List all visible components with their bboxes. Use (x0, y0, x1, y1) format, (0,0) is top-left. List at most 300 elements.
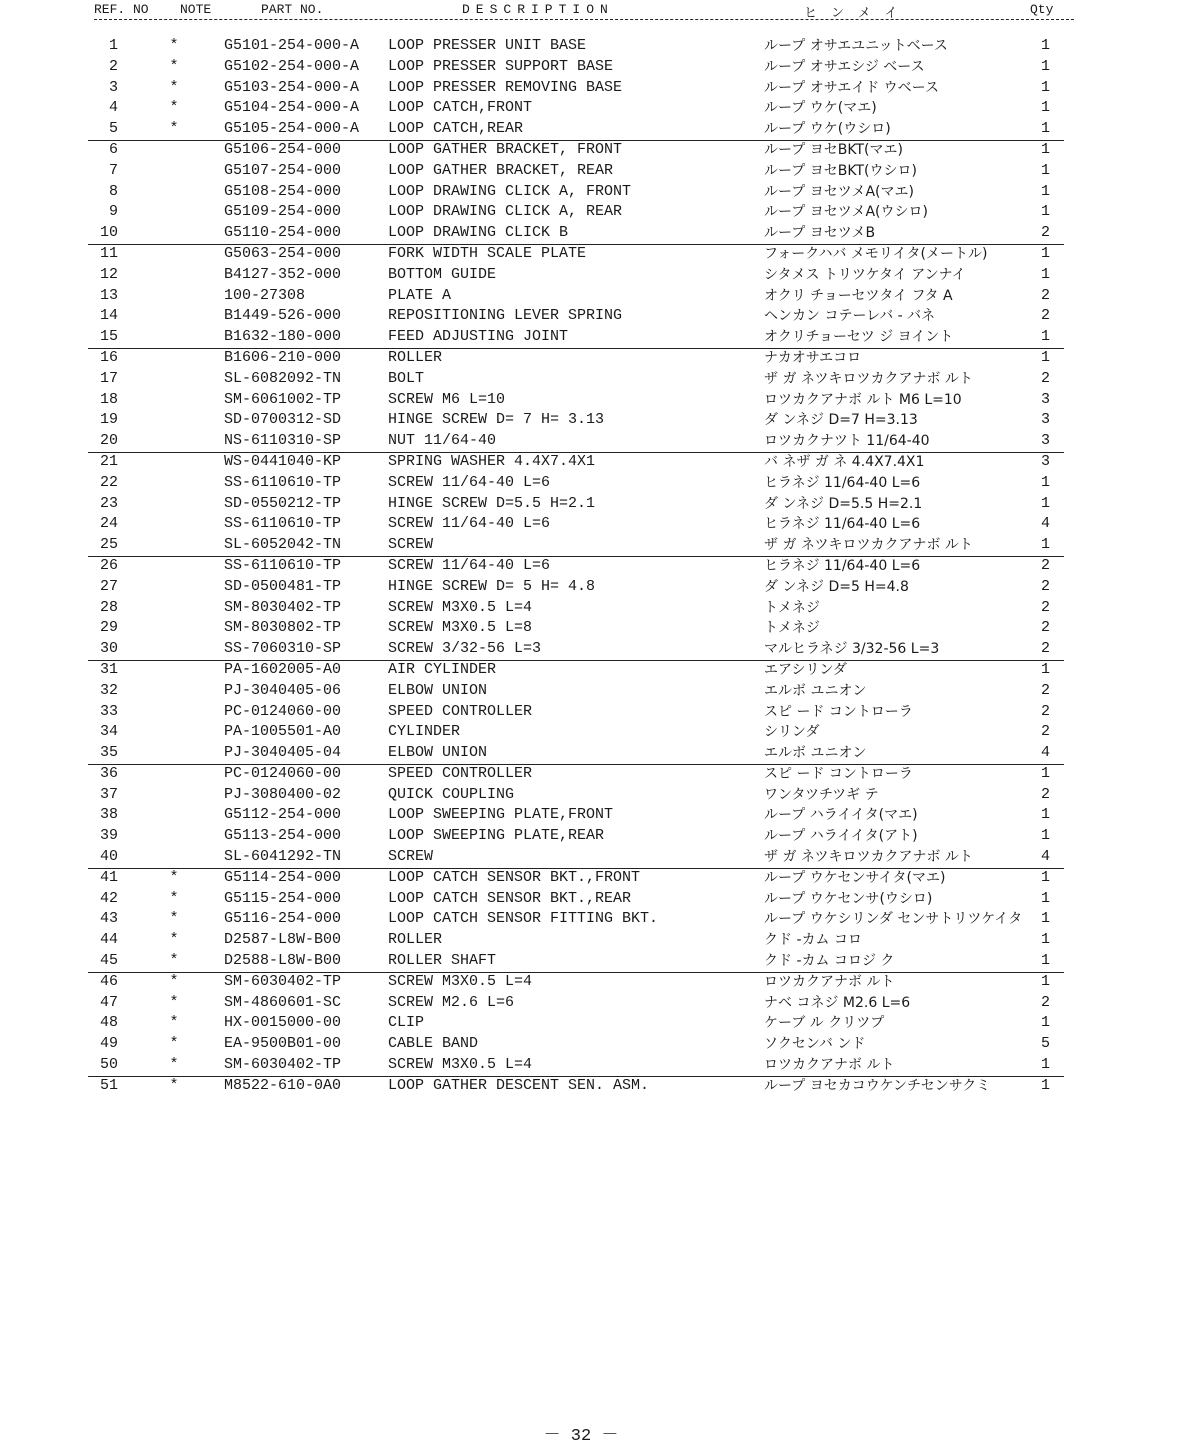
ref-no-cell: 27 (99, 577, 118, 595)
table-row (0, 743, 1178, 764)
qty-cell: 4 (1040, 515, 1050, 533)
description-cell: CABLE BAND (388, 1035, 479, 1053)
page-footer (0, 1420, 1178, 1446)
table-row (0, 556, 1178, 577)
hinmei-cell: ヘンカン コテーレバ - バネ (764, 308, 936, 325)
hinmei-cell: ヒラネジ 11/64-40 L=6 (764, 516, 921, 533)
table-row (0, 681, 1178, 702)
part-no-cell: G5106-254-000 (224, 140, 342, 158)
hinmei-cell: ループ ウケ(ウシロ) (764, 121, 891, 138)
part-no-cell: G5113-254-000 (224, 827, 342, 845)
ref-no-cell: 35 (99, 744, 118, 762)
part-no-cell: SM-4860601-SC (224, 993, 342, 1011)
description-cell: SCREW M3X0.5 L=8 (388, 619, 533, 637)
description-cell: QUICK COUPLING (388, 785, 515, 803)
hinmei-cell: エルボ ユニオン (764, 745, 867, 762)
hinmei-cell: ヒラネジ 11/64-40 L=6 (764, 557, 921, 574)
table-header (94, 0, 1074, 20)
ref-no-cell: 15 (99, 328, 118, 346)
hinmei-cell: エルボ ユニオン (764, 682, 867, 699)
ref-no-cell: 29 (99, 619, 118, 637)
qty-cell: 4 (1040, 744, 1050, 762)
hinmei-cell: トメネジ (764, 620, 820, 637)
description-cell: LOOP DRAWING CLICK B (388, 224, 569, 242)
description-cell: SPEED CONTROLLER (388, 702, 533, 720)
hinmei-cell: スピ ード コントローラ (764, 765, 913, 782)
qty-cell: 1 (1040, 78, 1050, 96)
table-row (0, 286, 1178, 307)
note-cell: * (169, 1056, 179, 1074)
qty-cell: 2 (1040, 702, 1050, 720)
part-no-cell: SM-6061002-TP (224, 390, 342, 408)
qty-cell: 1 (1040, 806, 1050, 824)
qty-cell: 2 (1040, 307, 1050, 325)
part-no-cell: B4127-352-000 (224, 265, 342, 283)
ref-no-cell: 24 (99, 515, 118, 533)
ref-no-cell: 43 (99, 910, 118, 928)
part-no-cell: SS-6110610-TP (224, 515, 342, 533)
table-row (0, 1076, 1178, 1097)
header-qty: Qty (1030, 2, 1054, 17)
table-row (0, 1013, 1178, 1034)
part-no-cell: 100-27308 (224, 286, 306, 304)
note-cell: * (169, 99, 179, 117)
hinmei-cell: ループ オサエユニットベース (764, 38, 948, 54)
ref-no-cell: 40 (99, 848, 118, 866)
hinmei-cell: ケーブ ル クリツプ (764, 1015, 885, 1032)
table-row (0, 1034, 1178, 1055)
note-cell: * (169, 1014, 179, 1032)
qty-cell: 1 (1040, 931, 1050, 949)
description-cell: ELBOW UNION (388, 681, 488, 699)
ref-no-cell: 20 (99, 432, 118, 450)
table-row (0, 494, 1178, 515)
ref-no-cell: 23 (99, 494, 118, 512)
qty-cell: 1 (1040, 494, 1050, 512)
description-cell: SCREW M3X0.5 L=4 (388, 598, 533, 616)
part-no-cell: EA-9500B01-00 (224, 1035, 342, 1053)
qty-cell: 1 (1040, 1056, 1050, 1074)
ref-no-cell: 31 (99, 660, 118, 678)
ref-no-cell: 44 (99, 931, 118, 949)
table-row (0, 764, 1178, 785)
hinmei-cell: ワンタツチツギ テ (764, 786, 879, 803)
header-description: DESCRIPTION (462, 2, 614, 17)
hinmei-cell: ダ ンネジ D=7 H=3.13 (764, 412, 918, 429)
part-no-cell: HX-0015000-00 (224, 1014, 342, 1032)
part-no-cell: G5115-254-000 (224, 889, 342, 907)
description-cell: LOOP GATHER BRACKET, REAR (388, 161, 614, 179)
ref-no-cell: 14 (99, 307, 118, 325)
qty-cell: 2 (1040, 369, 1050, 387)
hinmei-cell: クド -カム コロ (764, 932, 862, 949)
description-cell: LOOP SWEEPING PLATE,REAR (388, 827, 605, 845)
ref-no-cell: 51 (99, 1076, 118, 1094)
part-no-cell: SL-6082092-TN (224, 369, 342, 387)
ref-no-cell: 36 (99, 764, 118, 782)
description-cell: BOLT (388, 369, 425, 387)
ref-no-cell: 22 (99, 473, 118, 491)
hinmei-cell: ザ ガ ネツキロツカクアナボ ルト (764, 537, 973, 554)
table-row (0, 889, 1178, 910)
ref-no-cell: 38 (99, 806, 118, 824)
part-no-cell: PC-0124060-00 (224, 764, 342, 782)
hinmei-cell: ソクセンバ ンド (764, 1036, 866, 1053)
qty-cell: 2 (1040, 619, 1050, 637)
table-row (0, 182, 1178, 203)
description-cell: LOOP DRAWING CLICK A, REAR (388, 203, 623, 221)
table-row (0, 431, 1178, 452)
hinmei-cell: マルヒラネジ 3/32-56 L=3 (764, 641, 940, 658)
description-cell: NUT 11/64-40 (388, 432, 497, 450)
hinmei-cell: スピ ード コントローラ (764, 703, 913, 720)
description-cell: REPOSITIONING LEVER SPRING (388, 307, 623, 325)
qty-cell: 1 (1040, 182, 1050, 200)
description-cell: CLIP (388, 1014, 425, 1032)
ref-no-cell: 48 (99, 1014, 118, 1032)
part-no-cell: SS-6110610-TP (224, 473, 342, 491)
hinmei-cell: ループ ヨセツメA(ウシロ) (764, 204, 928, 221)
part-no-cell: SM-6030402-TP (224, 1056, 342, 1074)
table-row (0, 223, 1178, 244)
ref-no-cell: 50 (99, 1056, 118, 1074)
qty-cell: 3 (1040, 390, 1050, 408)
description-cell: SPRING WASHER 4.4X7.4X1 (388, 452, 596, 470)
part-no-cell: B1449-526-000 (224, 307, 342, 325)
ref-no-cell: 42 (99, 889, 118, 907)
description-cell: CYLINDER (388, 723, 461, 741)
hinmei-cell: ループ ウケシリンダ センサトリツケイタ (764, 911, 1023, 928)
table-row (0, 868, 1178, 889)
hinmei-cell: ロツカクアナボ ルト (764, 1057, 895, 1074)
part-no-cell: WS-0441040-KP (224, 452, 342, 470)
description-cell: SCREW M2.6 L=6 (388, 993, 515, 1011)
hinmei-cell: ループ ヨセツメB (764, 225, 876, 242)
hinmei-cell: ループ ウケ(マエ) (764, 100, 877, 117)
note-cell: * (169, 993, 179, 1011)
description-cell: AIR CYLINDER (388, 660, 497, 678)
table-row (0, 951, 1178, 972)
qty-cell: 1 (1040, 1076, 1050, 1094)
table-row (0, 452, 1178, 473)
ref-no-cell: 33 (99, 702, 118, 720)
parts-table (0, 36, 1178, 1097)
ref-no-cell: 26 (99, 556, 118, 574)
ref-no-cell: 46 (99, 972, 118, 990)
table-row (0, 535, 1178, 556)
qty-cell: 1 (1040, 952, 1050, 970)
qty-cell: 1 (1040, 265, 1050, 283)
description-cell: LOOP PRESSER SUPPORT BASE (388, 57, 614, 75)
table-row (0, 78, 1178, 99)
description-cell: LOOP CATCH SENSOR BKT.,FRONT (388, 868, 641, 886)
qty-cell: 1 (1040, 660, 1050, 678)
qty-cell: 1 (1040, 161, 1050, 179)
qty-cell: 2 (1040, 556, 1050, 574)
ref-no-cell: 45 (99, 952, 118, 970)
ref-no-cell: 49 (99, 1035, 118, 1053)
part-no-cell: PJ-3080400-02 (224, 785, 342, 803)
description-cell: LOOP SWEEPING PLATE,FRONT (388, 806, 614, 824)
ref-no-cell: 47 (99, 993, 118, 1011)
description-cell: LOOP CATCH,FRONT (388, 99, 533, 117)
qty-cell: 2 (1040, 681, 1050, 699)
header-ref-no: REF. NO (94, 2, 149, 17)
part-no-cell: SS-7060310-SP (224, 640, 342, 658)
part-no-cell: SL-6052042-TN (224, 536, 342, 554)
ref-no-cell: 6 (108, 140, 118, 158)
part-no-cell: D2588-L8W-B00 (224, 952, 342, 970)
header-part-no: PART NO. (261, 2, 324, 17)
qty-cell: 1 (1040, 244, 1050, 262)
hinmei-cell: オクリチョーセツ ジ ヨイント (764, 329, 954, 346)
description-cell: HINGE SCREW D= 7 H= 3.13 (388, 411, 605, 429)
part-no-cell: SM-8030402-TP (224, 598, 342, 616)
table-row (0, 57, 1178, 78)
description-cell: HINGE SCREW D= 5 H= 4.8 (388, 577, 596, 595)
hinmei-cell: ループ ヨセカコウケンチセンサクミ (764, 1077, 991, 1094)
qty-cell: 1 (1040, 348, 1050, 366)
hinmei-cell: トメネジ (764, 599, 820, 616)
description-cell: LOOP PRESSER REMOVING BASE (388, 78, 623, 96)
qty-cell: 2 (1040, 993, 1050, 1011)
ref-no-cell: 5 (108, 120, 118, 138)
hinmei-cell: ループ オサエシジ ベース (764, 58, 925, 75)
description-cell: SCREW 11/64-40 L=6 (388, 473, 551, 491)
part-no-cell: G5108-254-000 (224, 182, 342, 200)
ref-no-cell: 25 (99, 536, 118, 554)
header-note: NOTE (180, 2, 212, 17)
table-row (0, 410, 1178, 431)
ref-no-cell: 4 (108, 99, 118, 117)
part-no-cell: G5102-254-000-A (224, 57, 360, 75)
description-cell: SCREW 3/32-56 L=3 (388, 640, 542, 658)
note-cell: * (169, 910, 179, 928)
description-cell: BOTTOM GUIDE (388, 265, 497, 283)
description-cell: LOOP CATCH,REAR (388, 120, 524, 138)
qty-cell: 1 (1040, 972, 1050, 990)
qty-cell: 2 (1040, 723, 1050, 741)
ref-no-cell: 2 (108, 57, 118, 75)
ref-no-cell: 1 (108, 37, 118, 54)
qty-cell: 2 (1040, 598, 1050, 616)
part-no-cell: M8522-610-0A0 (224, 1076, 342, 1094)
qty-cell: 1 (1040, 328, 1050, 346)
table-row (0, 306, 1178, 327)
hinmei-cell: ロツカクアナボ ルト M6 L=10 (764, 391, 962, 408)
table-row (0, 618, 1178, 639)
description-cell: FORK WIDTH SCALE PLATE (388, 244, 587, 262)
ref-no-cell: 18 (99, 390, 118, 408)
hinmei-cell: ループ オサエイド ウベース (764, 79, 939, 96)
ref-no-cell: 21 (99, 452, 118, 470)
part-no-cell: NS-6110310-SP (224, 432, 342, 450)
table-row (0, 473, 1178, 494)
table-row (0, 847, 1178, 868)
part-no-cell: G5107-254-000 (224, 161, 342, 179)
part-no-cell: B1632-180-000 (224, 328, 342, 346)
hinmei-cell: ナベ コネジ M2.6 L=6 (764, 994, 911, 1011)
note-cell: * (169, 57, 179, 75)
qty-cell: 1 (1040, 203, 1050, 221)
qty-cell: 1 (1040, 889, 1050, 907)
ref-no-cell: 34 (99, 723, 118, 741)
qty-cell: 1 (1040, 140, 1050, 158)
ref-no-cell: 11 (99, 244, 118, 262)
qty-cell: 1 (1040, 910, 1050, 928)
hinmei-cell: ループ ウケセンサ(ウシロ) (764, 890, 933, 907)
part-no-cell: PJ-3040405-04 (224, 744, 342, 762)
qty-cell: 4 (1040, 848, 1050, 866)
note-cell: * (169, 37, 179, 54)
ref-no-cell: 28 (99, 598, 118, 616)
ref-no-cell: 30 (99, 640, 118, 658)
part-no-cell: PJ-3040405-06 (224, 681, 342, 699)
hinmei-cell: ナカオサエコロ (764, 349, 862, 366)
table-row (0, 598, 1178, 619)
hinmei-cell: ループ ウケセンサイタ(マエ) (764, 869, 946, 886)
description-cell: LOOP PRESSER UNIT BASE (388, 37, 587, 54)
note-cell: * (169, 972, 179, 990)
table-row (0, 1055, 1178, 1076)
table-row (0, 826, 1178, 847)
part-no-cell: G5063-254-000 (224, 244, 342, 262)
part-no-cell: D2587-L8W-B00 (224, 931, 342, 949)
qty-cell: 2 (1040, 224, 1050, 242)
description-cell: SCREW M6 L=10 (388, 390, 506, 408)
hinmei-cell: シタメス トリツケタイ アンナイ (764, 266, 966, 283)
table-row (0, 805, 1178, 826)
description-cell: ROLLER SHAFT (388, 952, 497, 970)
ref-no-cell: 9 (108, 203, 118, 221)
table-row (0, 369, 1178, 390)
description-cell: SCREW M3X0.5 L=4 (388, 972, 533, 990)
part-no-cell: SS-6110610-TP (224, 556, 342, 574)
hinmei-cell: オクリ チョーセツタイ フタ A (764, 287, 953, 304)
table-row (0, 327, 1178, 348)
note-cell: * (169, 931, 179, 949)
part-no-cell: G5105-254-000-A (224, 120, 360, 138)
description-cell: FEED ADJUSTING JOINT (388, 328, 569, 346)
hinmei-cell: ザ ガ ネツキロツカクアナボ ルト (764, 370, 973, 387)
part-no-cell: SD-0700312-SD (224, 411, 342, 429)
table-row (0, 98, 1178, 119)
part-no-cell: G5104-254-000-A (224, 99, 360, 117)
qty-cell: 2 (1040, 785, 1050, 803)
hinmei-cell: ループ ヨセBKT(ウシロ) (764, 162, 917, 179)
table-row (0, 202, 1178, 223)
part-no-cell: SL-6041292-TN (224, 848, 342, 866)
ref-no-cell: 17 (99, 369, 118, 387)
ref-no-cell: 16 (99, 348, 118, 366)
qty-cell: 3 (1040, 411, 1050, 429)
description-cell: LOOP CATCH SENSOR FITTING BKT. (388, 910, 659, 928)
part-no-cell: PC-0124060-00 (224, 702, 342, 720)
ref-no-cell: 37 (99, 785, 118, 803)
table-row (0, 930, 1178, 951)
note-cell: * (169, 952, 179, 970)
table-row (0, 785, 1178, 806)
hinmei-cell: シリンダ (764, 724, 820, 741)
table-row (0, 702, 1178, 723)
part-no-cell: G5109-254-000 (224, 203, 342, 221)
hinmei-cell: フォークハバ メモリイタ(メートル) (764, 245, 988, 262)
hinmei-cell: ダ ンネジ D=5 H=4.8 (764, 578, 909, 595)
part-no-cell: SD-0550212-TP (224, 494, 342, 512)
hinmei-cell: ダ ンネジ D=5.5 H=2.1 (764, 495, 923, 512)
part-no-cell: G5101-254-000-A (224, 37, 360, 54)
part-no-cell: SM-6030402-TP (224, 972, 342, 990)
table-row (0, 972, 1178, 993)
table-row (0, 909, 1178, 930)
table-row (0, 140, 1178, 161)
note-cell: * (169, 120, 179, 138)
table-row (0, 577, 1178, 598)
table-row (0, 390, 1178, 411)
hinmei-cell: ループ ヨセBKT(マエ) (764, 141, 903, 158)
ref-no-cell: 7 (108, 161, 118, 179)
part-no-cell: PA-1602005-A0 (224, 660, 342, 678)
hinmei-cell: ロツカクアナボ ルト (764, 973, 895, 990)
table-row (0, 639, 1178, 660)
description-cell: ELBOW UNION (388, 744, 488, 762)
qty-cell: 5 (1040, 1035, 1050, 1053)
ref-no-cell: 13 (99, 286, 118, 304)
qty-cell: 1 (1040, 37, 1050, 54)
ref-no-cell: 10 (99, 224, 118, 242)
hinmei-cell: ロツカクナツト 11/64-40 (764, 433, 930, 450)
table-row (0, 161, 1178, 182)
qty-cell: 3 (1040, 432, 1050, 450)
table-row (0, 993, 1178, 1014)
qty-cell: 1 (1040, 99, 1050, 117)
part-no-cell: G5112-254-000 (224, 806, 342, 824)
description-cell: SCREW 11/64-40 L=6 (388, 556, 551, 574)
description-cell: SCREW (388, 536, 434, 554)
part-no-cell: G5110-254-000 (224, 224, 342, 242)
description-cell: LOOP GATHER BRACKET, FRONT (388, 140, 623, 158)
ref-no-cell: 41 (99, 868, 118, 886)
ref-no-cell: 8 (108, 182, 118, 200)
table-row (0, 348, 1178, 369)
hinmei-cell: バ ネザ ガ ネ 4.4X7.4X1 (764, 453, 925, 470)
qty-cell: 1 (1040, 57, 1050, 75)
description-cell: ROLLER (388, 348, 443, 366)
hinmei-cell: ループ ハライイタ(マエ) (764, 807, 918, 824)
header-hinmei: ヒンメイ (804, 6, 912, 21)
qty-cell: 1 (1040, 764, 1050, 782)
note-cell: * (169, 1035, 179, 1053)
table-row (0, 514, 1178, 535)
hinmei-cell: クド -カム コロジ ク (764, 953, 895, 970)
part-no-cell: G5103-254-000-A (224, 78, 360, 96)
part-no-cell: SD-0500481-TP (224, 577, 342, 595)
qty-cell: 1 (1040, 120, 1050, 138)
qty-cell: 1 (1040, 868, 1050, 886)
note-cell: * (169, 889, 179, 907)
table-row (0, 119, 1178, 140)
part-no-cell: B1606-210-000 (224, 348, 342, 366)
description-cell: LOOP CATCH SENSOR BKT.,REAR (388, 889, 632, 907)
qty-cell: 1 (1040, 827, 1050, 845)
hinmei-cell: ザ ガ ネツキロツカクアナボ ルト (764, 849, 973, 866)
ref-no-cell: 3 (108, 78, 118, 96)
qty-cell: 3 (1040, 452, 1050, 470)
description-cell: ROLLER (388, 931, 443, 949)
ref-no-cell: 19 (99, 411, 118, 429)
description-cell: LOOP GATHER DESCENT SEN. ASM. (388, 1076, 650, 1094)
note-cell: * (169, 868, 179, 886)
